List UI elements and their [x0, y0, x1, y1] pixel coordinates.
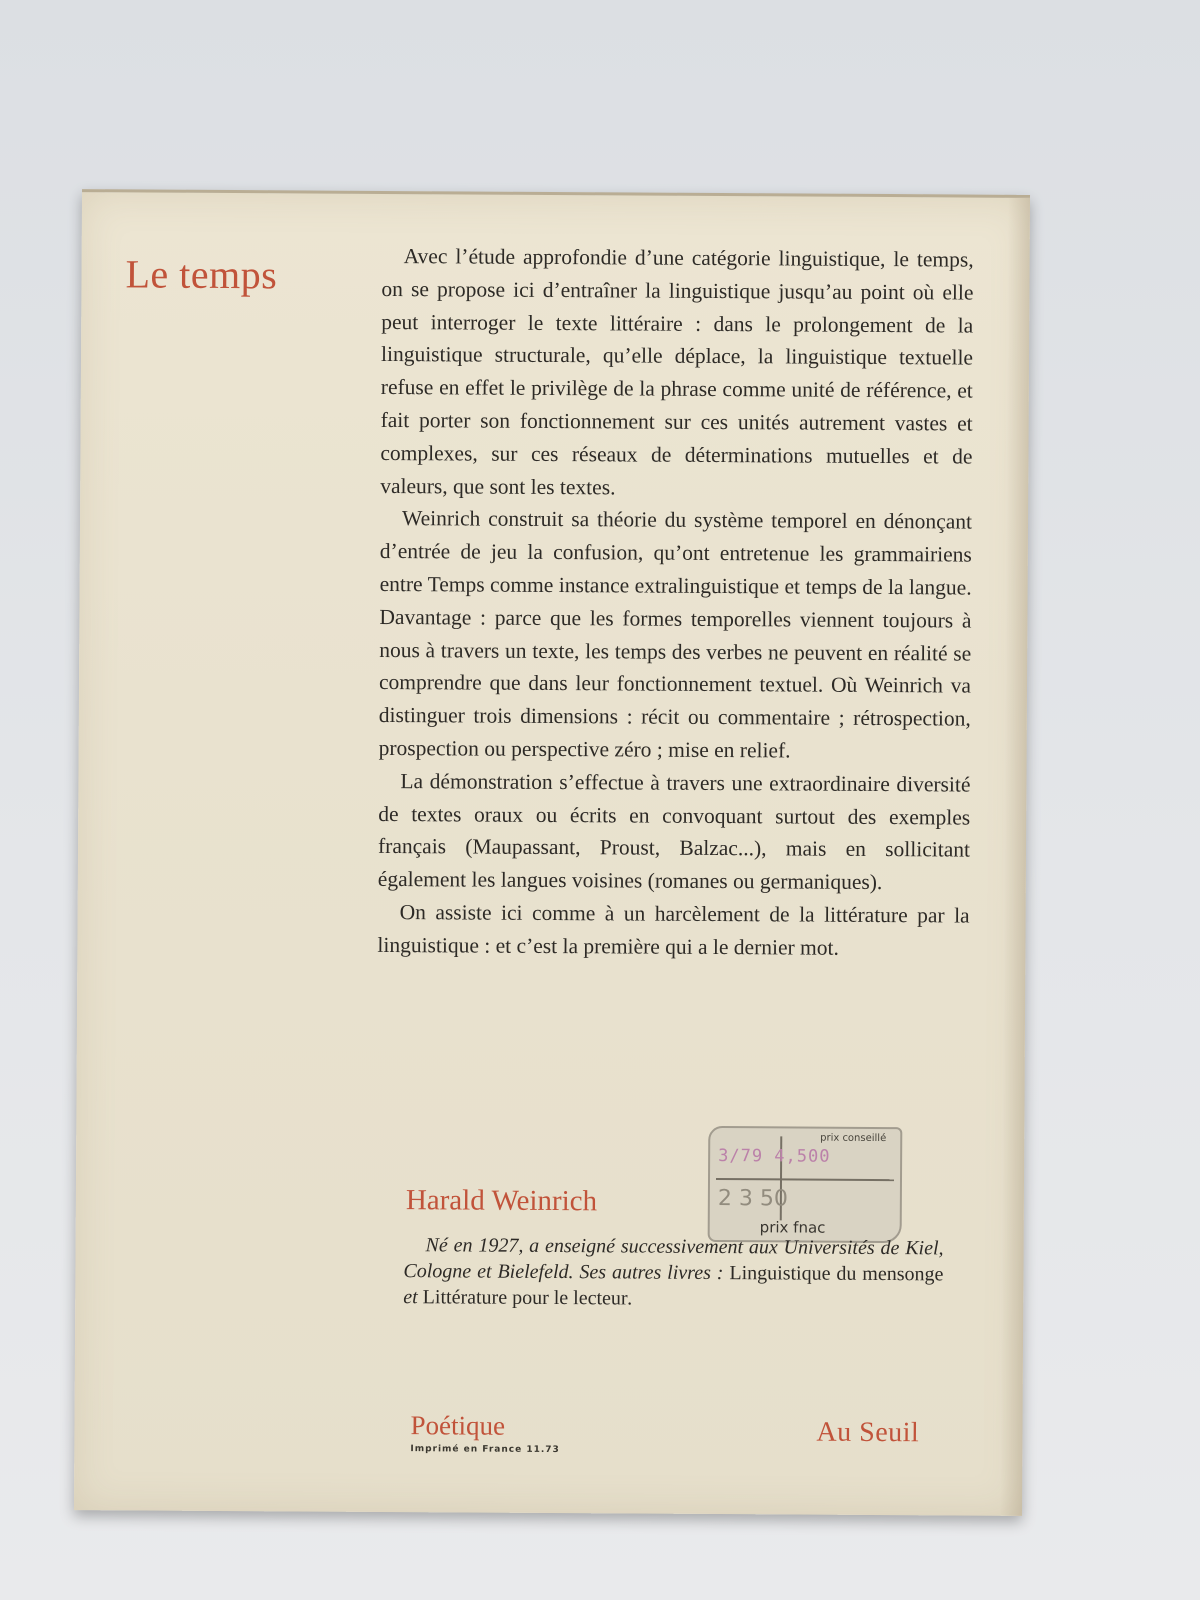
- price-sticker: [708, 1126, 903, 1243]
- sticker-handwriting: 2 3 50: [717, 1186, 788, 1212]
- bio-book-title: Littérature pour le lecteur: [422, 1286, 628, 1310]
- blurb-text: [377, 240, 973, 965]
- book-back-cover: [74, 189, 1030, 1516]
- author-name: Harald Weinrich: [405, 1184, 598, 1218]
- sticker-divider: [716, 1178, 894, 1181]
- sticker-stamp: 3/79 4,500: [718, 1146, 831, 1167]
- bio-text: Né en 1927, a enseigné successivement aux Universités de Kiel, Cologne et Bielefeld. Ses autres livres :: [403, 1234, 944, 1285]
- printed-note: Imprimé en France 11.73: [410, 1444, 560, 1456]
- author-bio: [403, 1232, 943, 1313]
- sticker-top-label: prix conseillé: [820, 1132, 887, 1145]
- bio-text: .: [627, 1287, 633, 1310]
- sticker-bottom-label: prix fnac: [759, 1218, 826, 1237]
- bio-text: et: [403, 1286, 423, 1309]
- blurb-paragraph: La démonstration s’effectue à travers une extraordinaire diversité de textes oraux ou écrits en convoquant surtout des exemples français (Maupassant, Proust, Balzac...), mais en sollicitant également les langues voisines (romanes ou germaniques).: [377, 768, 971, 895]
- series-name: Poétique: [410, 1410, 506, 1441]
- publisher-name: Au Seuil: [816, 1416, 920, 1449]
- blurb-paragraph: Weinrich construit sa théorie du système temporel en dénonçant d’entrée de jeu la confusion, qu’ont entretenue les grammairiens entre Temps comme instance extralinguistique et temps de la langue. Davantage : parce que les formes temporelles viennent toujours à nous à travers un texte, les temps des verbes ne peuvent en réalité se comprendre que dans leur fonctionnement textuel. Où Weinrich va distinguer trois dimensions : récit ou commentaire ; rétrospection, prospection ou perspective zéro ; mise en relief.: [378, 506, 973, 763]
- book-title: Le temps: [125, 251, 278, 298]
- blurb-paragraph: On assiste ici comme à un harcèlement de la littérature par la linguistique : et c’est la première qui a le dernier mot.: [377, 900, 970, 960]
- blurb-paragraph: Avec l’étude approfondie d’une catégorie linguistique, le temps, on se propose ici d’entraîner la linguistique jusqu’au point où elle peut interroger le texte littéraire : dans le prolongement de la linguistique structurale, qu’elle déplace, la linguistique textuelle refuse en effet le privilège de la phrase comme unité de référence, et fait porter son fonctionnement sur ces unités autrement vastes et complexes, sur ces réseaux de déterminations mutuelles et de valeurs, que sont les textes.: [380, 244, 974, 499]
- bio-book-title: Linguistique du mensonge: [729, 1262, 944, 1286]
